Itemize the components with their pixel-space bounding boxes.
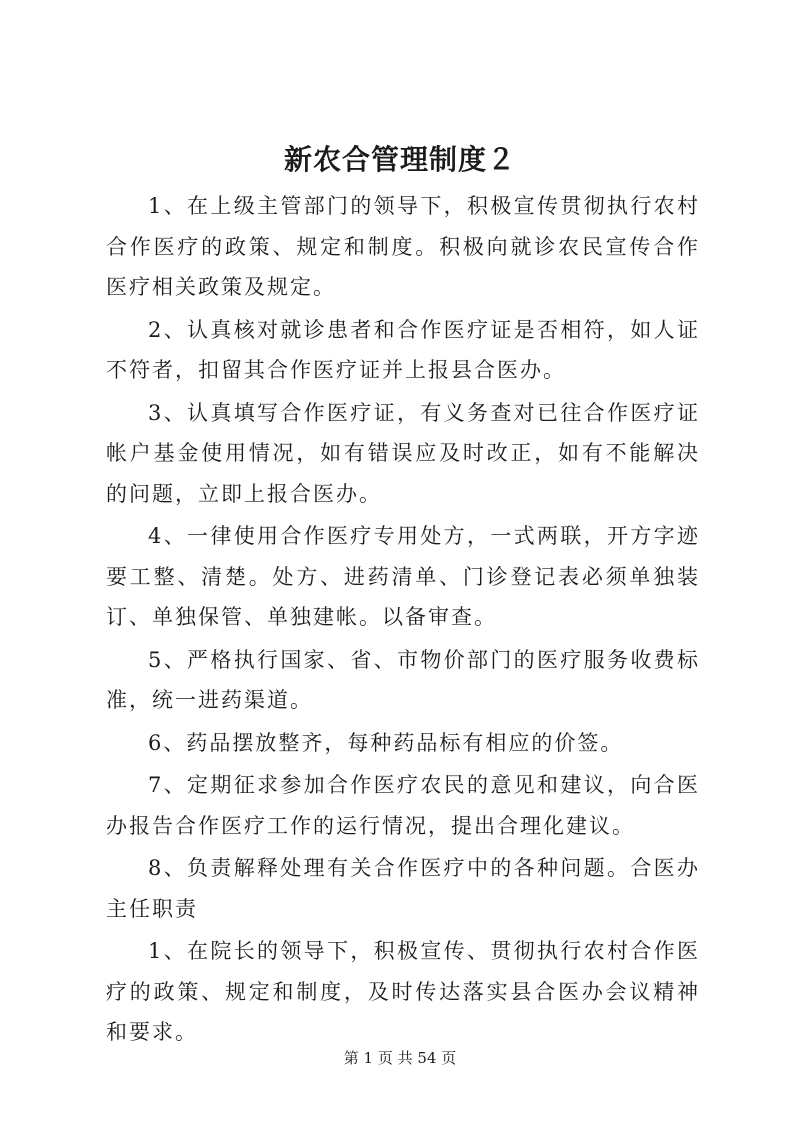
paragraph-7: 7、定期征求参加合作医疗农民的意见和建议，向合医办报告合作医疗工作的运行情况，提出合理化建议。 [106, 773, 700, 838]
paragraph-1: 1、在上级主管部门的领导下，积极宣传贯彻执行农村合作医疗的政策、规定和制度。积极向就诊农民宣传合作医疗相关政策及规定。 [106, 194, 700, 299]
paragraph-4: 4、一律使用合作医疗专用处方，一式两联，开方字迹要工整、清楚。处方、进药清单、门诊登记表必须单独装订、单独保管、单独建帐。以备审查。 [106, 524, 700, 629]
page-footer: 第 1 页 共 54 页 [343, 1049, 457, 1067]
paragraph-6: 6、药品摆放整齐，每种药品标有相应的价签。 [148, 730, 624, 755]
paragraph-3: 3、认真填写合作医疗证，有义务查对已往合作医疗证帐户基金使用情况，如有错误应及时改正，如有不能解决的问题，立即上报合医办。 [106, 400, 700, 506]
paragraph-2: 2、认真核对就诊患者和合作医疗证是否相符，如人证不符者，扣留其合作医疗证并上报县合医办。 [106, 317, 700, 382]
paragraph-5: 5、严格执行国家、省、市物价部门的医疗服务收费标准，统一进药渠道。 [106, 647, 700, 712]
document-body [106, 186, 700, 1055]
paragraph-8: 8、负责解释处理有关合作医疗中的各种问题。合医办主任职责 [106, 856, 700, 921]
paragraph-9: 1、在院长的领导下，积极宣传、贯彻执行农村合作医疗的政策、规定和制度，及时传达落实县合医办会议精神和要求。 [106, 939, 700, 1044]
document-title: 新农合管理制度２ [283, 143, 516, 176]
